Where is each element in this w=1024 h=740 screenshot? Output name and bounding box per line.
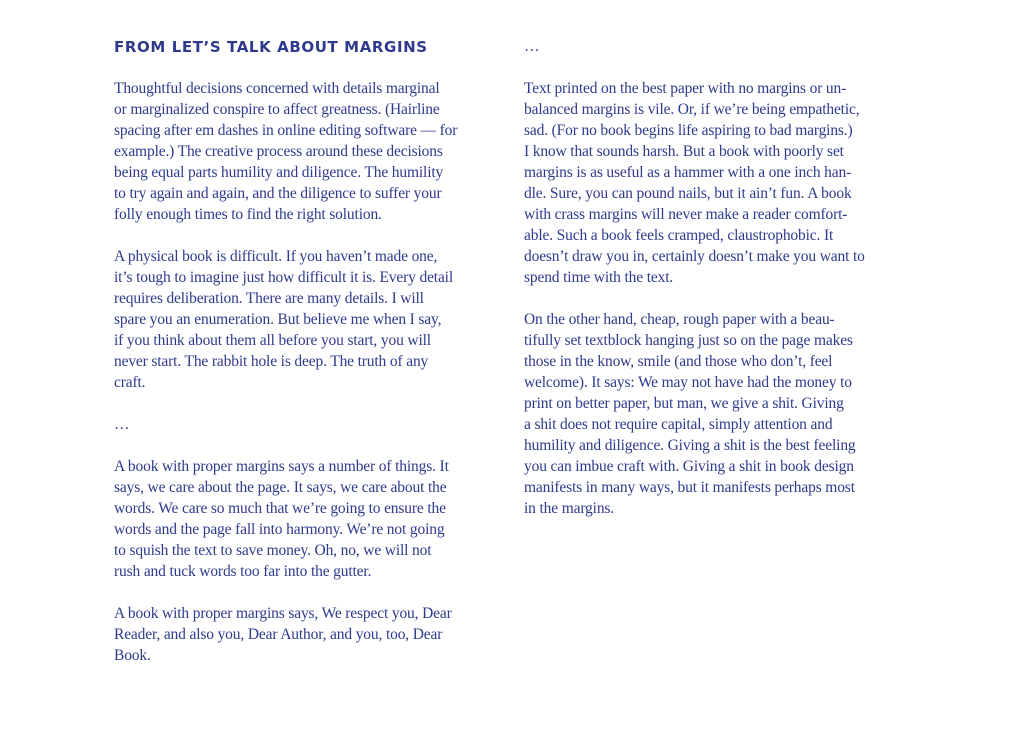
text-line: margins is as useful as a hammer with a one inch han- bbox=[524, 164, 852, 181]
text-line: if you think about them all before you start, you will bbox=[114, 332, 431, 349]
section-title: FROM LET’S TALK ABOUT MARGINS bbox=[114, 38, 428, 56]
text-line: I know that sounds harsh. But a book with poorly set bbox=[524, 143, 844, 160]
text-line: to squish the text to save money. Oh, no, we will not bbox=[114, 542, 432, 559]
right-column bbox=[524, 36, 924, 519]
paragraph bbox=[524, 309, 924, 519]
text-line: Text printed on the best paper with no margins or un- bbox=[524, 80, 847, 97]
text-line: requires deliberation. There are many details. I will bbox=[114, 290, 424, 307]
text-line: craft. bbox=[114, 374, 146, 391]
text-line: Reader, and also you, Dear Author, and you, too, Dear bbox=[114, 626, 443, 643]
left-column bbox=[114, 36, 504, 666]
text-line: to try again and again, and the diligence to suffer your bbox=[114, 185, 442, 202]
section-break-ellipsis: … bbox=[524, 38, 540, 55]
paragraph bbox=[524, 78, 924, 288]
text-line: doesn’t draw you in, certainly doesn’t make you want to bbox=[524, 248, 865, 265]
text-line: sad. (For no book begins life aspiring to bad margins.) bbox=[524, 122, 853, 139]
text-line: example.) The creative process around these decisions bbox=[114, 143, 443, 160]
text-line: manifests in many ways, but it manifests perhaps most bbox=[524, 479, 855, 496]
text-line: On the other hand, cheap, rough paper with a beau- bbox=[524, 311, 835, 328]
text-line: humility and diligence. Giving a shit is the best feeling bbox=[524, 437, 856, 454]
paragraph bbox=[114, 78, 504, 225]
paragraph bbox=[114, 603, 504, 666]
text-line: Book. bbox=[114, 647, 151, 664]
text-line: A physical book is difficult. If you haven’t made one, bbox=[114, 248, 438, 265]
text-line: a shit does not require capital, simply attention and bbox=[524, 416, 833, 433]
text-line: never start. The rabbit hole is deep. The truth of any bbox=[114, 353, 429, 370]
text-line: spare you an enumeration. But believe me when I say, bbox=[114, 311, 442, 328]
paragraph bbox=[114, 246, 504, 393]
text-line: welcome). It says: We may not have had the money to bbox=[524, 374, 852, 391]
text-line: in the margins. bbox=[524, 500, 615, 517]
text-line: balanced margins is vile. Or, if we’re being empathetic, bbox=[524, 101, 860, 118]
text-line: spacing after em dashes in online editing software — for bbox=[114, 122, 458, 139]
text-line: being equal parts humility and diligence. The humility bbox=[114, 164, 444, 181]
text-line: spend time with the text. bbox=[524, 269, 674, 286]
text-line: A book with proper margins says, We respect you, Dear bbox=[114, 605, 452, 622]
text-line: or marginalized conspire to affect greatness. (Hairline bbox=[114, 101, 440, 118]
text-line: those in the know, smile (and those who don’t, feel bbox=[524, 353, 833, 370]
text-line: print on better paper, but man, we give a shit. Giving bbox=[524, 395, 844, 412]
text-line: Thoughtful decisions concerned with details marginal bbox=[114, 80, 440, 97]
text-line: with crass margins will never make a reader comfort- bbox=[524, 206, 848, 223]
text-line: rush and tuck words too far into the gutter. bbox=[114, 563, 372, 580]
text-line: tifully set textblock hanging just so on the page makes bbox=[524, 332, 853, 349]
text-line: able. Such a book feels cramped, claustrophobic. It bbox=[524, 227, 834, 244]
text-line: says, we care about the page. It says, we care about the bbox=[114, 479, 447, 496]
text-line: dle. Sure, you can pound nails, but it ain’t fun. A book bbox=[524, 185, 852, 202]
paragraph bbox=[114, 456, 504, 582]
text-line: A book with proper margins says a number of things. It bbox=[114, 458, 449, 475]
text-line: folly enough times to find the right solution. bbox=[114, 206, 382, 223]
text-line: words. We care so much that we’re going to ensure the bbox=[114, 500, 446, 517]
text-line: you can imbue craft with. Giving a shit in book design bbox=[524, 458, 854, 475]
text-line: words and the page fall into harmony. We’re not going bbox=[114, 521, 445, 538]
text-line: it’s tough to imagine just how difficult it is. Every detail bbox=[114, 269, 453, 286]
section-break-ellipsis: … bbox=[114, 416, 130, 433]
